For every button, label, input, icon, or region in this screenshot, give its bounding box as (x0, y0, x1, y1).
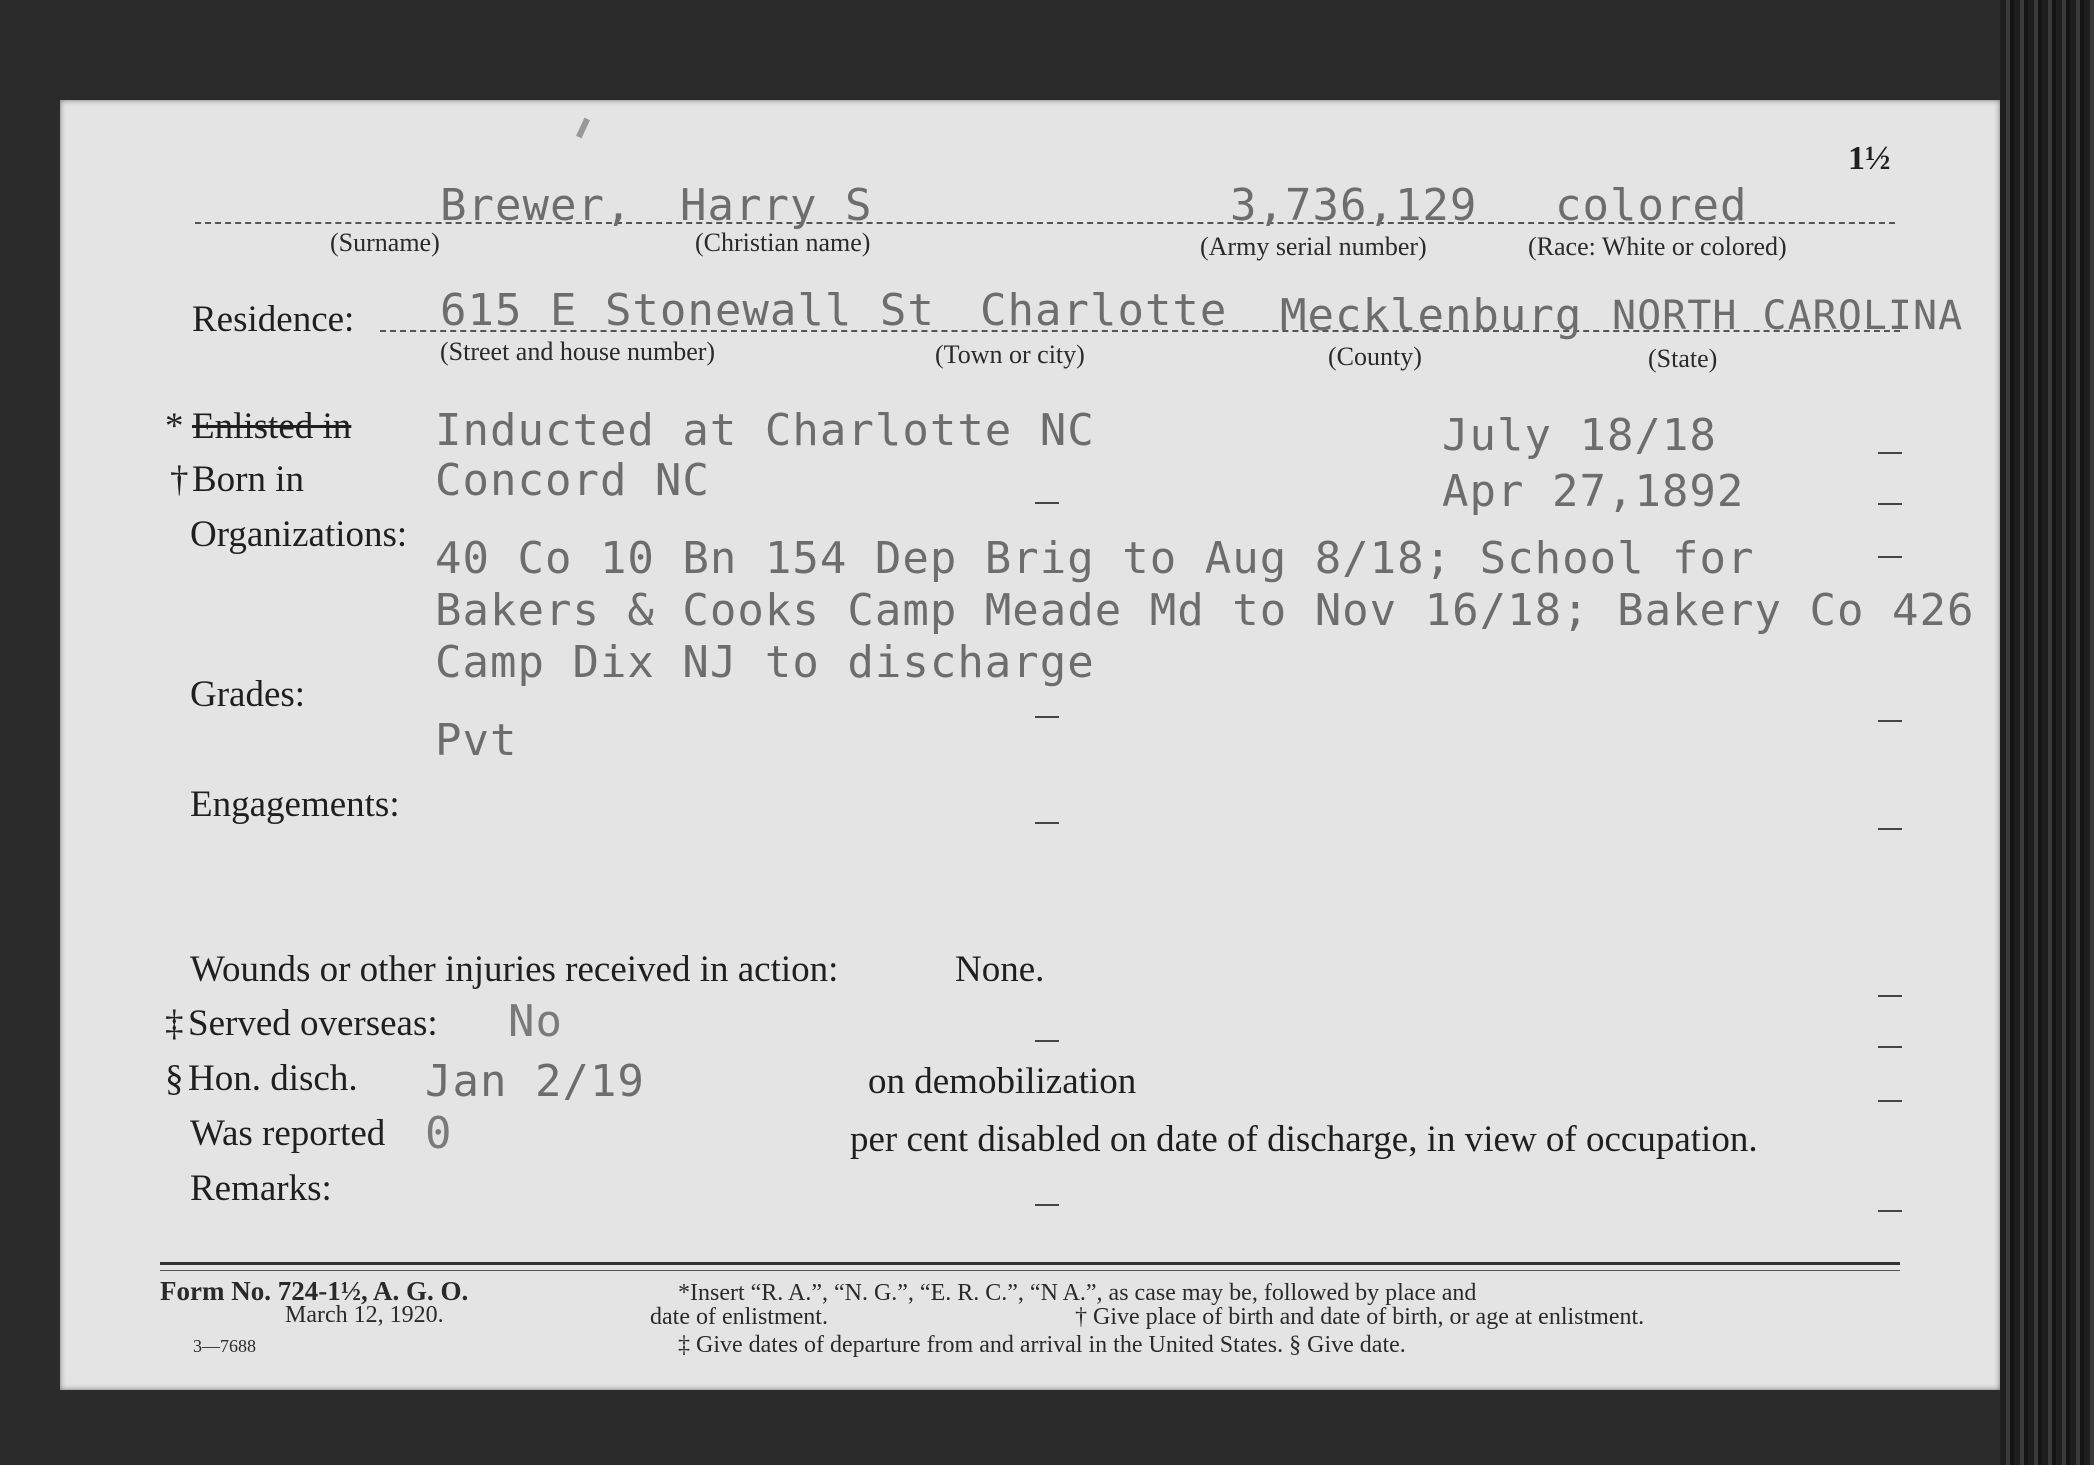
born-label: Born in (192, 459, 305, 500)
race-caption: (Race: White or colored) (1528, 232, 1787, 261)
dash-mark (1035, 822, 1059, 824)
scan-background-edge (2000, 0, 2094, 1465)
grades-label: Grades: (190, 674, 306, 715)
county-caption: (County) (1328, 342, 1422, 371)
footnote-line-2b: † Give place of birth and date of birth, or age at enlistment. (1075, 1304, 1645, 1330)
discharge-label: Hon. disch. (188, 1058, 358, 1099)
organizations-line-1: 40 Co 10 Bn 154 Dep Brig to Aug 8/18; School for (435, 533, 1755, 584)
dash-mark (1878, 720, 1902, 722)
wounds-label: Wounds or other injuries received in action: (190, 949, 839, 990)
surname-value: Brewer, (440, 180, 633, 231)
organizations-line-3: Camp Dix NJ to discharge (435, 637, 1095, 688)
residence-label: Residence: (192, 299, 355, 340)
christian-name-caption: (Christian name) (695, 228, 871, 257)
corner-mark: 1½ (1848, 140, 1891, 177)
discharge-value: Jan 2/19 (425, 1056, 645, 1107)
race-value: colored (1555, 180, 1748, 231)
enlisted-value: Inducted at Charlotte NC (435, 405, 1095, 456)
dash-mark (1878, 1210, 1902, 1212)
reported-value: 0 (425, 1108, 453, 1159)
remarks-label: Remarks: (190, 1168, 332, 1209)
dash-mark (1878, 452, 1902, 454)
born-value: Concord NC (435, 455, 710, 506)
enlisted-label: Enlisted in (192, 406, 352, 447)
residence-state-value: NORTH CAROLINA (1612, 293, 1964, 339)
christian-name-value: Harry S (680, 180, 873, 231)
organizations-label: Organizations: (190, 514, 408, 555)
street-caption: (Street and house number) (440, 337, 716, 366)
dash-mark (1878, 503, 1902, 505)
discharge-mark: § (165, 1058, 184, 1099)
dash-mark (1878, 556, 1902, 558)
dash-mark (1035, 502, 1059, 504)
reported-label: Was reported (190, 1113, 386, 1154)
born-date: Apr 27,1892 (1442, 466, 1745, 517)
born-mark: † (170, 459, 189, 500)
discharge-note: on demobilization (868, 1061, 1137, 1102)
residence-county-value: Mecklenburg (1280, 290, 1583, 341)
footnote-line-1: *Insert “R. A.”, “N. G.”, “E. R. C.”, “N A.”, as case may be, followed by place and (678, 1280, 1477, 1306)
footnote-line-2a: date of enlistment. (650, 1304, 828, 1330)
footer-rule (160, 1262, 1900, 1265)
organizations-line-2: Bakers & Cooks Camp Meade Md to Nov 16/18; Bakery Co 426 (435, 585, 1975, 636)
serial-number-value: 3,736,129 (1230, 180, 1478, 231)
overseas-label: Served overseas: (188, 1003, 438, 1044)
scan-background-top (0, 0, 2094, 100)
serial-caption: (Army serial number) (1200, 232, 1427, 261)
wounds-value: None. (955, 949, 1045, 990)
enlisted-date: July 18/18 (1442, 410, 1717, 461)
reported-note: per cent disabled on date of discharge, in view of occupation. (850, 1119, 1758, 1160)
form-number: Form No. 724-1½, A. G. O. (160, 1276, 469, 1306)
grades-value: Pvt (435, 715, 518, 766)
dash-mark (1035, 1204, 1059, 1206)
dash-mark (1878, 828, 1902, 830)
form-date: March 12, 1920. (285, 1302, 444, 1328)
overseas-mark: ‡ (165, 1003, 184, 1044)
dash-mark (1035, 716, 1059, 718)
footnote-line-3: ‡ Give dates of departure from and arrival in the United States. § Give date. (678, 1332, 1406, 1358)
overseas-value: No (508, 996, 563, 1047)
town-caption: (Town or city) (935, 340, 1085, 369)
enlisted-mark: * (165, 406, 184, 447)
dash-mark (1878, 1046, 1902, 1048)
footer-rule-thin (160, 1270, 1900, 1271)
state-caption: (State) (1648, 344, 1718, 373)
engagements-label: Engagements: (190, 784, 400, 825)
surname-caption: (Surname) (330, 228, 440, 257)
residence-town-value: Charlotte (980, 285, 1228, 336)
dash-mark (1878, 995, 1902, 997)
dash-mark (1035, 1040, 1059, 1042)
print-number: 3—7688 (193, 1336, 256, 1356)
dash-mark (1878, 1100, 1902, 1102)
residence-street-value: 615 E Stonewall St (440, 285, 935, 336)
